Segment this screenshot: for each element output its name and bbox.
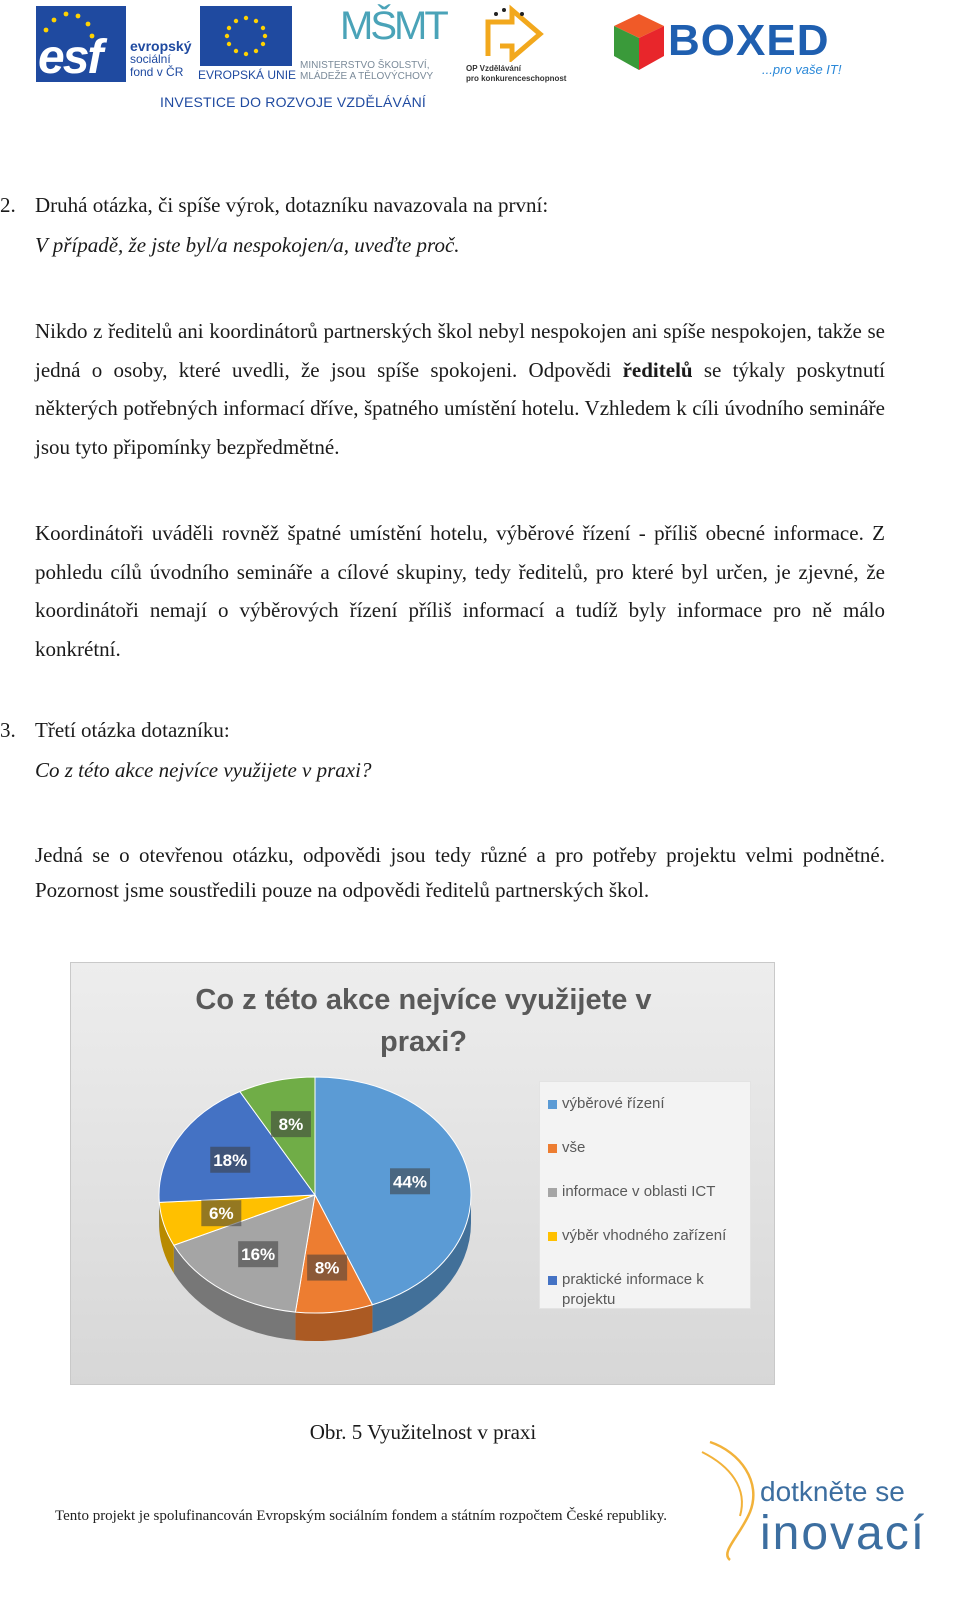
inovaci-logo [700, 1432, 940, 1572]
pie-label-text-2: 16% [241, 1245, 276, 1265]
esf-logo-text: esf [38, 31, 102, 84]
msmt-caption-line1: MINISTERSTVO ŠKOLSTVÍ, [300, 60, 430, 71]
section2-paragraph1 [35, 312, 885, 466]
pie-label-5 [271, 1111, 311, 1137]
msmt-caption [300, 60, 433, 82]
eu-flag-icon [200, 6, 292, 66]
section3-statement: Co z této akce nejvíce využijete v praxi? [35, 758, 372, 782]
boxed-tagline: ...pro vaše IT! [762, 62, 842, 77]
pie-label-0 [390, 1168, 430, 1194]
section3-number: 3. [0, 718, 16, 742]
funding-note: Tento projekt je spolufinancován Evropským sociálním fondem a státním rozpočtem České republiky. [55, 1508, 667, 1524]
legend-swatch-4 [548, 1276, 557, 1285]
boxed-name: BOXED [668, 16, 830, 65]
boxed-logo [612, 10, 892, 76]
pie-label-1 [307, 1255, 347, 1281]
section2-paragraph2: Koordinátoři uváděli rovněž špatné umístění hotelu, výběrové řízení - příliš obecné informace. Z pohledu cílů úvodního semináře a cílové skupiny, tedy ředitelů, pro které byl určen, je zjevné, že koordinátoři nemají o výběrových řízení příliš informací a tudíž byly informace pro ně málo konkrétní. [35, 521, 885, 661]
chart-legend [539, 1081, 751, 1309]
slogan-line1: dotkněte se [760, 1476, 905, 1507]
op-arrow-icon [482, 4, 546, 62]
legend-swatch-3 [548, 1232, 557, 1241]
legend-swatch-0 [548, 1100, 557, 1109]
legend-label-3: výběr vhodného zařízení [562, 1227, 727, 1244]
op-caption-line2: pro konkurenceschopnost [466, 74, 567, 83]
pie-label-3 [201, 1200, 241, 1226]
legend-label-4: praktické informace k projektu [562, 1271, 704, 1308]
esf-caption [130, 40, 191, 79]
legend-label-1: vše [562, 1139, 586, 1156]
pie-label-2 [238, 1241, 278, 1267]
chart-title-line1: Co z této akce nejvíce využijete v [195, 984, 652, 1016]
section2-statement: V případě, že jste byl/a nespokojen/a, uveďte proč. [35, 233, 460, 257]
legend-swatch-1 [548, 1144, 557, 1153]
msmt-caption-line2: MLÁDEŽE A TĚLOVÝCHOVY [300, 71, 434, 82]
pie-label-text-1: 8% [314, 1258, 340, 1278]
pie-label-text-5: 8% [278, 1115, 304, 1135]
section3-question: Třetí otázka dotazníku: [35, 718, 230, 742]
pie-label-4 [210, 1147, 250, 1173]
boxed-cube-icon [612, 12, 666, 72]
esf-caption-line3: fond v ČR [130, 65, 184, 79]
investment-slogan: INVESTICE DO ROZVOJE VZDĚLÁVÁNÍ [160, 94, 427, 110]
msmt-mark: MŠMT [340, 4, 446, 48]
section2-question: Druhá otázka, či spíše výrok, dotazníku navazovala na první: [35, 193, 549, 217]
section2-number: 2. [0, 193, 16, 217]
op-caption [466, 64, 566, 84]
section3-paragraph1: Jedná se o otevřenou otázku, odpovědi jsou tedy různé a pro potřeby projektu velmi podnětné. Pozornost jsme soustředili pouze na odpovědi ředitelů partnerských škol. [35, 843, 885, 902]
esf-caption-line1: evropský [130, 38, 192, 54]
section2-paragraph1-bold: ředitelů [622, 357, 693, 382]
legend-label-2: informace v oblasti ICT [562, 1183, 716, 1200]
figure-caption: Obr. 5 Využitelnost v praxi [309, 1420, 537, 1444]
eu-caption: EVROPSKÁ UNIE [198, 68, 297, 82]
msmt-logo [300, 4, 460, 84]
legend-swatch-2 [548, 1188, 557, 1197]
op-caption-line1: OP Vzdělávání [466, 64, 521, 73]
pie-label-text-3: 6% [209, 1204, 234, 1224]
page-header [0, 0, 960, 120]
section2-paragraph1-end: se týkaly poskytnutí některých potřebných informací dříve, špatného umístění hotelu. Vzhledem k cíli úvodního semináře jsou tyto připomínky bezpředmětné. [35, 357, 885, 459]
pie-label-text-0: 44% [392, 1172, 428, 1192]
legend-label-0: výběrové řízení [562, 1095, 665, 1112]
slogan-line2: inovací [760, 1507, 927, 1560]
pie-label-text-4: 18% [213, 1150, 248, 1170]
esf-caption-line2: sociální [130, 52, 171, 66]
chart-title-line2: praxi? [379, 1026, 468, 1058]
section2-paragraph1-start: Nikdo z ředitelů ani koordinátorů partnerských škol nebyl nespokojen ani spíše nespokojen, takže se jedná o osoby, které uvedli, že jsou spíše spokojeni. Odpovědi [35, 319, 885, 382]
pie-chart [70, 962, 775, 1385]
op-logo [466, 4, 576, 84]
